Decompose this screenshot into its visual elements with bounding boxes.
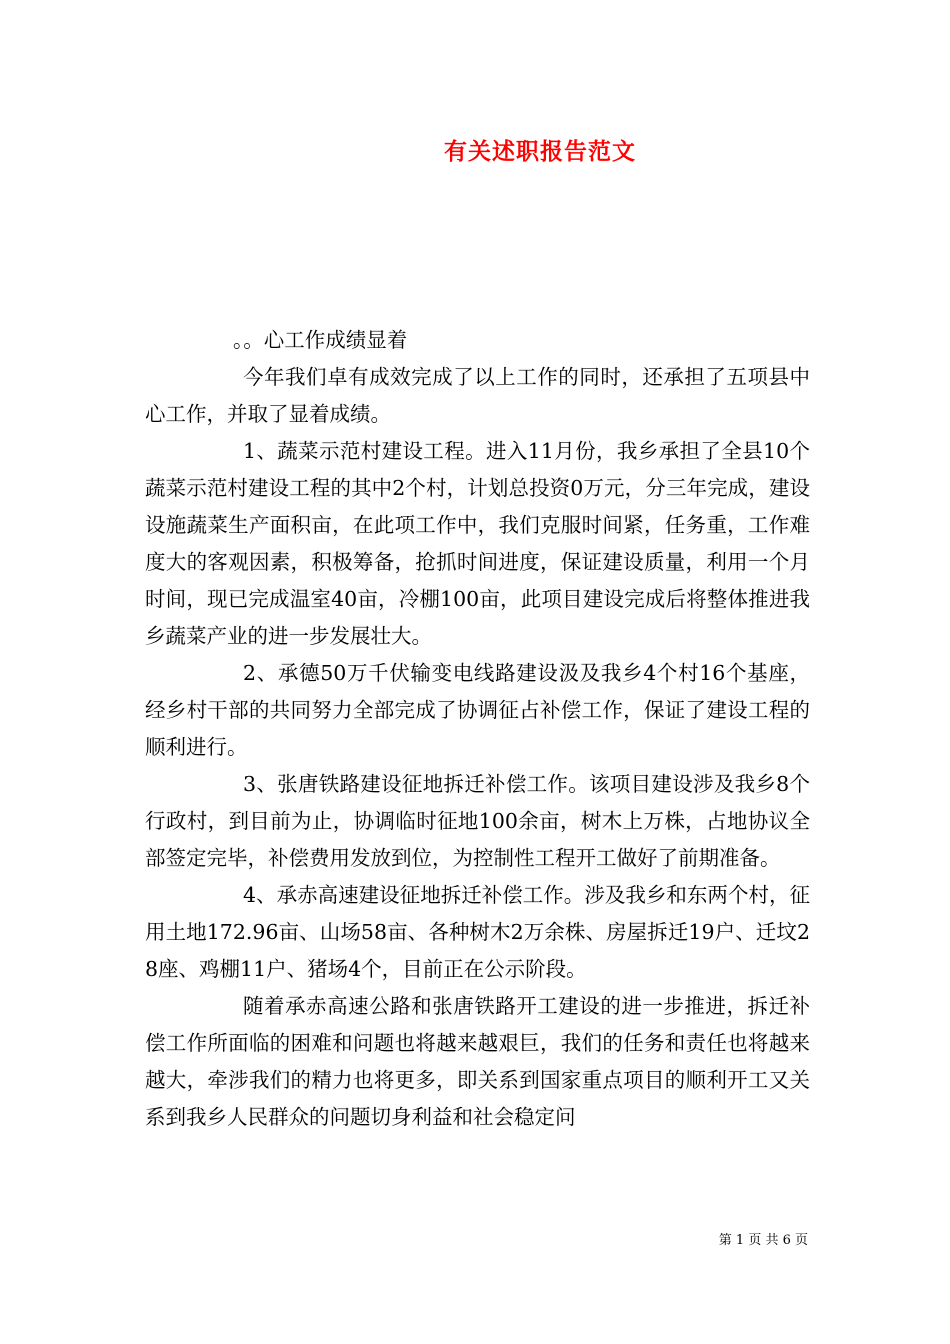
paragraph-item-2: 2、承德50万千伏输变电线路建设汲及我乡4个村16个基座，经乡村干部的共同努力全部完成了协调征占补偿工作，保证了建设工程的顺利进行。 bbox=[145, 661, 810, 759]
paragraph-item-1: 1、蔬菜示范村建设工程。进入11月份，我乡承担了全县10个蔬菜示范村建设工程的其中2个村，计划总投资0万元，分三年完成，建设设施蔬菜生产面积亩，在此项工作中，我们克服时间紧，任务重，工作难度大的客观因素，积极筹备，抢抓时间进度，保证建设质量，利用一个月时间，现已完成温室40亩，冷棚100亩，此项目建设完成后将整体推进我乡蔬菜产业的进一步发展壮大。 bbox=[145, 439, 810, 648]
page-number: 第 1 页 共 6 页 bbox=[718, 1233, 808, 1248]
paragraph-intro: 今年我们卓有成效完成了以上工作的同时，还承担了五项县中心工作，并取了显着成绩。 bbox=[145, 365, 810, 426]
document-title: 有关述职报告范文 bbox=[444, 138, 636, 165]
paragraph-closing: 随着承赤高速公路和张唐铁路开工建设的进一步推进，拆迁补偿工作所面临的困难和问题也将越来越艰巨，我们的任务和责任也将越来越大，牵涉我们的精力也将更多，即关系到国家重点项目的顺利开工又关系到我乡人民群众的问题切身利益和社会稳定问 bbox=[145, 994, 810, 1129]
paragraph-item-3: 3、张唐铁路建设征地拆迁补偿工作。该项目建设涉及我乡8个行政村，到目前为止，协调临时征地100余亩，树木上万株，占地协议全部签定完毕，补偿费用发放到位，为控制性工程开工做好了前期准备。 bbox=[145, 772, 810, 870]
document-body bbox=[145, 322, 810, 1136]
paragraph-item-4: 4、承赤高速建设征地拆迁补偿工作。涉及我乡和东两个村，征用土地172.96亩、山场58亩、各种树木2万余株、房屋拆迁19户、迁坟28座、鸡棚11户、猪场4个，目前正在公示阶段。 bbox=[145, 883, 810, 981]
section-heading: 。。心工作成绩显着 bbox=[233, 328, 408, 352]
